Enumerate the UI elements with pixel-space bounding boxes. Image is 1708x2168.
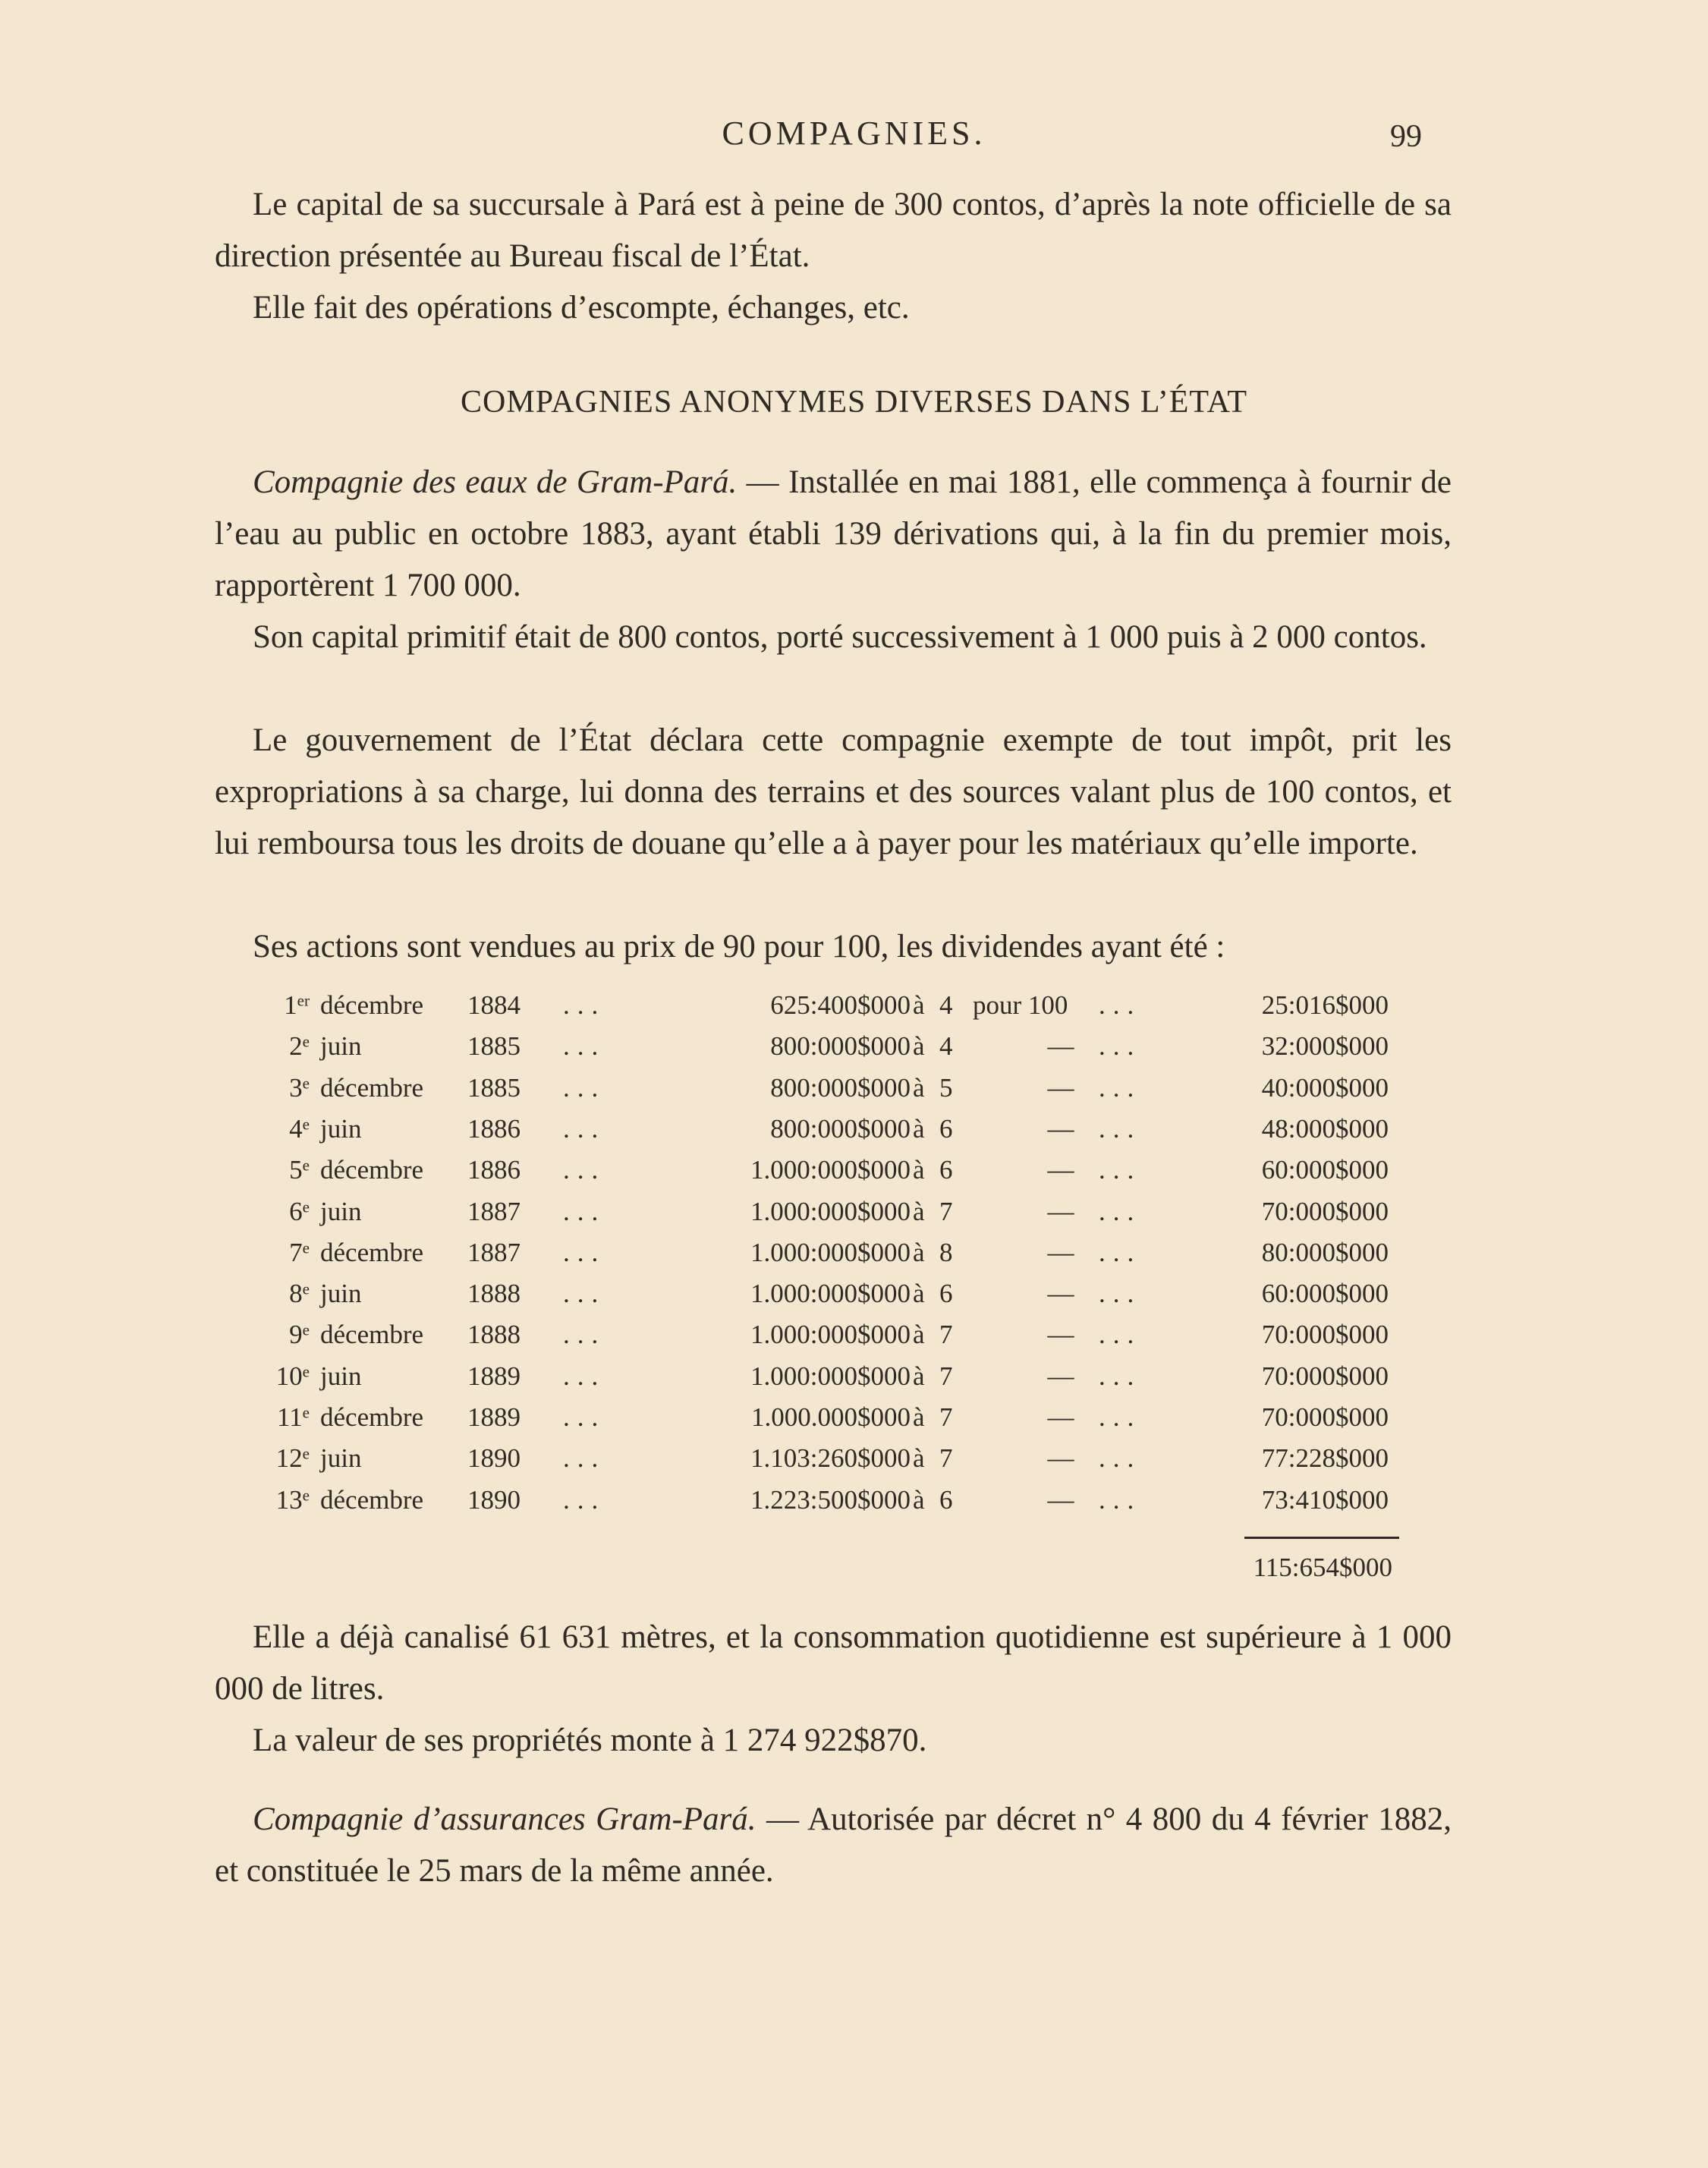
ordinal-number: 7 xyxy=(289,1238,303,1267)
eaux-paragraph-1-text: — Installée en mai 1881, elle commença à fournir de l’eau au public en octobre 1883, ayant établi 139 dérivations qui, à la fin du premier mois, rapportèrent 1 700 000. xyxy=(215,464,1452,603)
year: 1888 xyxy=(467,1320,521,1349)
leader-dots: ... xyxy=(1099,1073,1142,1103)
ordinal-suffix: e xyxy=(302,1074,310,1093)
ordinal-number: 6 xyxy=(289,1197,303,1226)
ditto-dash: — xyxy=(1047,1114,1074,1144)
a-label: à xyxy=(913,1402,925,1432)
ordinal-number: 2 xyxy=(289,1031,303,1061)
year: 1888 xyxy=(467,1279,521,1308)
a-label: à xyxy=(913,1485,925,1515)
ordinal xyxy=(250,1320,310,1350)
month: décembre xyxy=(320,1485,424,1515)
a-label: à xyxy=(913,1031,925,1061)
a-label: à xyxy=(913,1320,925,1349)
rate: 7 xyxy=(939,1443,953,1473)
leader-dots: ... xyxy=(563,1320,606,1349)
a-label: à xyxy=(913,1073,925,1103)
dividend-amount: 32:000$000 xyxy=(1261,1031,1389,1061)
dividend-amount: 80:000$000 xyxy=(1261,1238,1389,1267)
pour-label: pour 100 xyxy=(973,990,1068,1020)
rate: 7 xyxy=(939,1361,953,1391)
ditto-dash: — xyxy=(1047,1197,1074,1226)
ordinal xyxy=(250,1485,310,1515)
table-row xyxy=(0,990,1708,1031)
ordinal xyxy=(250,1238,310,1268)
dividend-amount: 60:000$000 xyxy=(1261,1279,1389,1308)
ordinal xyxy=(250,1443,310,1474)
a-label: à xyxy=(913,1279,925,1308)
eaux-paragraph-4: Ses actions sont vendues au prix de 90 pour 100, les dividendes ayant été : xyxy=(253,929,1225,964)
rate: 8 xyxy=(939,1238,953,1267)
month: décembre xyxy=(320,1238,424,1267)
ditto-dash: — xyxy=(1047,1279,1074,1308)
dividends-total: 115:654$000 xyxy=(1253,1553,1392,1582)
ditto-dash: — xyxy=(1047,1402,1074,1432)
capital-amount: 1.000:000$000 xyxy=(750,1155,911,1185)
month: décembre xyxy=(320,1402,424,1432)
dividend-amount: 73:410$000 xyxy=(1261,1485,1389,1515)
rate: 7 xyxy=(939,1320,953,1349)
capital-amount: 800:000$000 xyxy=(770,1031,911,1061)
intro-paragraph-2: Elle fait des opérations d’escompte, échanges, etc. xyxy=(253,290,910,326)
dividend-amount: 48:000$000 xyxy=(1261,1114,1389,1144)
ditto-dash: — xyxy=(1047,1238,1074,1267)
capital-amount: 1.000:000$000 xyxy=(750,1238,911,1267)
ordinal-suffix: e xyxy=(302,1156,310,1175)
leader-dots: ... xyxy=(563,1238,606,1267)
ordinal xyxy=(250,1361,310,1392)
capital-amount: 1.103:260$000 xyxy=(750,1443,911,1473)
leader-dots: ... xyxy=(563,990,606,1020)
ordinal xyxy=(250,1402,310,1433)
eaux-paragraph-1 xyxy=(215,457,1452,612)
rate: 7 xyxy=(939,1402,953,1432)
leader-dots: ... xyxy=(563,1155,606,1185)
dividend-amount: 40:000$000 xyxy=(1261,1073,1389,1103)
ordinal-suffix: e xyxy=(302,1279,310,1298)
ditto-dash: — xyxy=(1047,1485,1074,1515)
ordinal xyxy=(250,1031,310,1062)
rate: 7 xyxy=(939,1197,953,1226)
leader-dots: ... xyxy=(1099,1361,1142,1391)
ordinal-number: 12 xyxy=(275,1443,303,1473)
ordinal xyxy=(250,1073,310,1103)
dividend-amount: 70:000$000 xyxy=(1261,1402,1389,1432)
rate: 6 xyxy=(939,1114,953,1144)
rate: 6 xyxy=(939,1279,953,1308)
dividend-amount: 70:000$000 xyxy=(1261,1197,1389,1226)
a-label: à xyxy=(913,1238,925,1267)
capital-amount: 800:000$000 xyxy=(770,1073,911,1103)
year: 1890 xyxy=(467,1443,521,1473)
year: 1886 xyxy=(467,1155,521,1185)
table-row xyxy=(0,1443,1708,1484)
dividend-amount: 60:000$000 xyxy=(1261,1155,1389,1185)
leader-dots: ... xyxy=(1099,1485,1142,1515)
leader-dots: ... xyxy=(1099,1197,1142,1226)
eaux-company-name: Compagnie des eaux de Gram-Pará. xyxy=(253,464,738,500)
year: 1886 xyxy=(467,1114,521,1144)
year: 1889 xyxy=(467,1361,521,1391)
leader-dots: ... xyxy=(563,1073,606,1103)
running-title: COMPAGNIES. xyxy=(722,115,986,152)
ordinal-number: 13 xyxy=(275,1485,303,1515)
month: juin xyxy=(320,1197,362,1226)
year: 1887 xyxy=(467,1197,521,1226)
ordinal-suffix: e xyxy=(302,1486,310,1505)
capital-amount: 1.223:500$000 xyxy=(750,1485,911,1515)
ordinal-number: 5 xyxy=(289,1155,303,1185)
table-row xyxy=(0,1238,1708,1279)
table-row xyxy=(0,1155,1708,1196)
leader-dots: ... xyxy=(563,1114,606,1144)
year: 1887 xyxy=(467,1238,521,1267)
ditto-dash: — xyxy=(1047,1031,1074,1061)
ditto-dash: — xyxy=(1047,1320,1074,1349)
a-label: à xyxy=(913,1443,925,1473)
intro-paragraph-1: Le capital de sa succursale à Pará est à peine de 300 contos, d’après la note officielle de sa direction présentée au Bureau fiscal de l’État. xyxy=(215,187,1452,274)
capital-amount: 1.000:000$000 xyxy=(750,1320,911,1349)
capital-amount: 625:400$000 xyxy=(770,990,911,1020)
table-row xyxy=(0,1073,1708,1114)
ditto-dash: — xyxy=(1047,1155,1074,1185)
month: juin xyxy=(320,1031,362,1061)
year: 1889 xyxy=(467,1402,521,1432)
year: 1885 xyxy=(467,1031,521,1061)
dividend-amount: 77:228$000 xyxy=(1261,1443,1389,1473)
leader-dots: ... xyxy=(1099,1279,1142,1308)
leader-dots: ... xyxy=(1099,1238,1142,1267)
capital-amount: 1.000.000$000 xyxy=(751,1402,911,1432)
assurances-paragraph xyxy=(215,1794,1452,1897)
after-table-paragraph-2: La valeur de ses propriétés monte à 1 274 922$870. xyxy=(253,1723,927,1758)
page-number: 99 xyxy=(1390,119,1422,154)
year: 1884 xyxy=(467,990,521,1020)
table-row xyxy=(0,1361,1708,1402)
leader-dots: ... xyxy=(1099,1155,1142,1185)
ordinal-number: 9 xyxy=(289,1320,303,1349)
section-heading: COMPAGNIES ANONYMES DIVERSES DANS L’ÉTAT xyxy=(461,385,1247,420)
ordinal-suffix: e xyxy=(302,1362,310,1381)
month: décembre xyxy=(320,1320,424,1349)
assurances-company-name: Compagnie d’assurances Gram-Pará. xyxy=(253,1801,756,1837)
rate: 6 xyxy=(939,1485,953,1515)
capital-amount: 800:000$000 xyxy=(770,1114,911,1144)
month: décembre xyxy=(320,1155,424,1185)
rate: 6 xyxy=(939,1155,953,1185)
ordinal xyxy=(250,1114,310,1144)
leader-dots: ... xyxy=(563,1443,606,1473)
ordinal-number: 10 xyxy=(275,1361,303,1391)
a-label: à xyxy=(913,1114,925,1144)
ordinal-suffix: e xyxy=(302,1197,310,1216)
table-row xyxy=(0,1320,1708,1361)
month: juin xyxy=(320,1361,362,1391)
dividend-amount: 70:000$000 xyxy=(1261,1320,1389,1349)
leader-dots: ... xyxy=(1099,1031,1142,1061)
month: décembre xyxy=(320,990,424,1020)
ordinal-suffix: e xyxy=(302,1320,310,1339)
ordinal-suffix: e xyxy=(302,1032,310,1051)
a-label: à xyxy=(913,990,925,1020)
total-rule xyxy=(1244,1537,1399,1539)
year: 1890 xyxy=(467,1485,521,1515)
leader-dots: ... xyxy=(563,1361,606,1391)
leader-dots: ... xyxy=(563,1197,606,1226)
ditto-dash: — xyxy=(1047,1073,1074,1103)
ordinal-suffix: e xyxy=(302,1444,310,1463)
ordinal xyxy=(250,990,310,1021)
ordinal-number: 3 xyxy=(289,1073,303,1103)
ordinal-number: 8 xyxy=(289,1279,303,1308)
ditto-dash: — xyxy=(1047,1443,1074,1473)
rate: 5 xyxy=(939,1073,953,1103)
capital-amount: 1.000:000$000 xyxy=(750,1279,911,1308)
leader-dots: ... xyxy=(563,1402,606,1432)
a-label: à xyxy=(913,1197,925,1226)
a-label: à xyxy=(913,1155,925,1185)
leader-dots: ... xyxy=(1099,1320,1142,1349)
leader-dots: ... xyxy=(1099,990,1142,1020)
ordinal-suffix: e xyxy=(302,1403,310,1422)
ordinal-suffix: er xyxy=(297,991,310,1010)
ordinal xyxy=(250,1155,310,1185)
a-label: à xyxy=(913,1361,925,1391)
eaux-paragraph-3: Le gouvernement de l’État déclara cette compagnie exempte de tout impôt, prit les expropriations à sa charge, lui donna des terrains et des sources valant plus de 100 contos, et lui remboursa tous les droits de douane qu’elle a à payer pour les matériaux qu’elle importe. xyxy=(215,722,1452,861)
rate: 4 xyxy=(939,1031,953,1061)
assurances-paragraph-text: — Autorisée par décret n° 4 800 du 4 février 1882, et constituée le 25 mars de la même année. xyxy=(215,1801,1452,1889)
rate: 4 xyxy=(939,990,953,1020)
month: juin xyxy=(320,1279,362,1308)
dividend-amount: 70:000$000 xyxy=(1261,1361,1389,1391)
ordinal xyxy=(250,1197,310,1227)
table-row xyxy=(0,1197,1708,1238)
capital-amount: 1.000:000$000 xyxy=(750,1361,911,1391)
ordinal xyxy=(250,1279,310,1309)
leader-dots: ... xyxy=(563,1485,606,1515)
dividend-amount: 25:016$000 xyxy=(1261,990,1389,1020)
after-table-paragraph-1: Elle a déjà canalisé 61 631 mètres, et la consommation quotidienne est supérieure à 1 000 000 de litres. xyxy=(215,1619,1452,1707)
table-row xyxy=(0,1402,1708,1443)
leader-dots: ... xyxy=(1099,1114,1142,1144)
ditto-dash: — xyxy=(1047,1361,1074,1391)
leader-dots: ... xyxy=(1099,1402,1142,1432)
capital-amount: 1.000:000$000 xyxy=(750,1197,911,1226)
table-row xyxy=(0,1485,1708,1526)
year: 1885 xyxy=(467,1073,521,1103)
leader-dots: ... xyxy=(563,1031,606,1061)
eaux-paragraph-2: Son capital primitif était de 800 contos, porté successivement à 1 000 puis à 2 000 contos. xyxy=(253,619,1427,655)
ordinal-suffix: e xyxy=(302,1115,310,1134)
month: décembre xyxy=(320,1073,424,1103)
ordinal-number: 11 xyxy=(276,1402,303,1432)
ordinal-number: 1 xyxy=(284,990,297,1020)
leader-dots: ... xyxy=(563,1279,606,1308)
ordinal-number: 4 xyxy=(289,1114,303,1144)
table-row xyxy=(0,1031,1708,1072)
month: juin xyxy=(320,1114,362,1144)
table-row xyxy=(0,1279,1708,1320)
month: juin xyxy=(320,1443,362,1473)
table-row xyxy=(0,1114,1708,1155)
ordinal-suffix: e xyxy=(302,1238,310,1257)
leader-dots: ... xyxy=(1099,1443,1142,1473)
